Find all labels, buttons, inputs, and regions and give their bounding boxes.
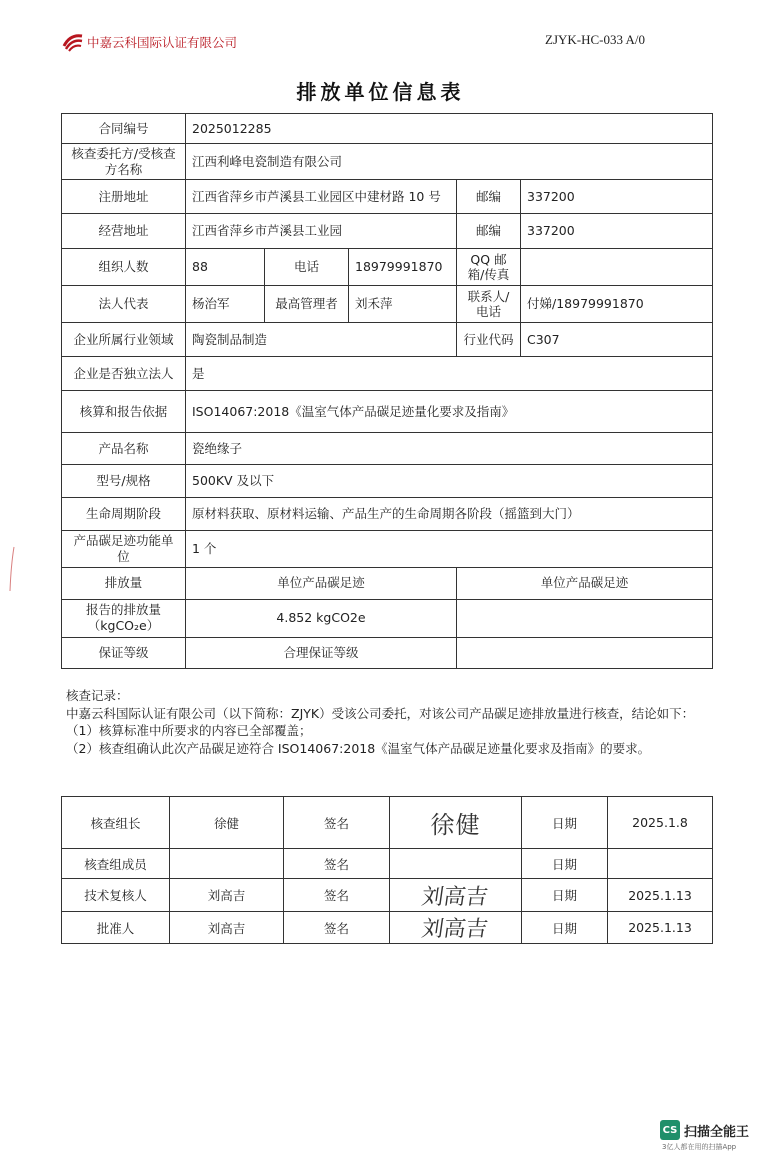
- signature: [390, 879, 522, 912]
- date-label: 日期: [522, 912, 608, 944]
- table-row: [62, 637, 713, 668]
- assurance-value: 合理保证等级: [186, 637, 457, 668]
- sign-label: 签名: [284, 879, 390, 912]
- reg-addr-label: 注册地址: [62, 180, 186, 214]
- role-cell: 批准人: [62, 912, 170, 944]
- table-row: [62, 912, 713, 944]
- name-cell: 徐健: [170, 797, 284, 849]
- legal-label: 法人代表: [62, 286, 186, 323]
- table-row: [62, 849, 713, 879]
- table-row: [62, 498, 713, 531]
- emission-col1-head: 单位产品碳足迹: [186, 567, 457, 599]
- reported-value: 4.852 kgCO2e: [186, 599, 457, 637]
- contact-label: 联系人/电话: [457, 286, 521, 323]
- role-cell: 核查组长: [62, 797, 170, 849]
- sign-label: 签名: [284, 912, 390, 944]
- industry-code-value: C307: [521, 323, 713, 357]
- signature-text: 徐健: [430, 811, 481, 839]
- biz-postcode-label: 邮编: [457, 214, 521, 249]
- biz-addr-label: 经营地址: [62, 214, 186, 249]
- assurance-label: 保证等级: [62, 637, 186, 668]
- biz-addr-value: 江西省萍乡市芦溪县工业园: [186, 214, 457, 249]
- document-code: ZJYK-HC-033 A/0: [545, 32, 646, 47]
- reg-addr-value: 江西省萍乡市芦溪县工业园区中建材路 10 号: [186, 180, 457, 214]
- unit-label: 产品碳足迹功能单位: [62, 531, 186, 567]
- contract-no-label: 合同编号: [62, 114, 186, 144]
- reg-postcode-label: 邮编: [457, 180, 521, 214]
- unit-value: 1 个: [186, 531, 713, 567]
- reg-postcode-value: 337200: [521, 180, 713, 214]
- date-cell: 2025.1.13: [608, 912, 713, 944]
- role-cell: 技术复核人: [62, 879, 170, 912]
- biz-postcode-value: 337200: [521, 214, 713, 249]
- basis-value: ISO14067:2018《温室气体产品碳足迹量化要求及指南》: [186, 391, 713, 433]
- info-table: [61, 113, 713, 669]
- reported-label: 报告的排放量（kgCO₂e）: [62, 599, 186, 637]
- company-logo-icon: [62, 32, 84, 52]
- phone-label: 电话: [265, 249, 349, 286]
- product-value: 瓷绝缘子: [186, 433, 713, 465]
- staff-label: 组织人数: [62, 249, 186, 286]
- table-row: [62, 879, 713, 912]
- contact-value: 付娣/18979991870: [521, 286, 713, 323]
- lifecycle-label: 生命周期阶段: [62, 498, 186, 531]
- table-row: [62, 391, 713, 433]
- signoff-table: [61, 796, 713, 944]
- watermark-subtitle: 3亿人都在用的扫描App: [662, 1143, 737, 1151]
- camscanner-icon: CS: [660, 1120, 680, 1140]
- watermark-title: 扫描全能王: [684, 1124, 750, 1140]
- qq-label: QQ 邮箱/传真: [457, 249, 521, 286]
- date-cell: 2025.1.13: [608, 879, 713, 912]
- date-label: 日期: [522, 797, 608, 849]
- table-row: [62, 797, 713, 849]
- table-row: [62, 599, 713, 637]
- table-row: [62, 357, 713, 391]
- industry-value: 陶瓷制品制造: [186, 323, 457, 357]
- table-row: [62, 465, 713, 498]
- client-value: 江西利峰电瓷制造有限公司: [186, 144, 713, 180]
- role-cell: 核查组成员: [62, 849, 170, 879]
- margin-mark-icon: [8, 545, 18, 593]
- staff-value: 88: [186, 249, 265, 286]
- notes-line-2: （1）核算标准中所要求的内容已全部覆盖；: [66, 723, 312, 738]
- emission-label: 排放量: [62, 567, 186, 599]
- page-title: 排放单位信息表: [296, 80, 465, 104]
- client-label: 核查委托方/受核查方名称: [62, 144, 186, 180]
- emission-col2-head: 单位产品碳足迹: [457, 567, 713, 599]
- sign-label: 签名: [284, 797, 390, 849]
- product-label: 产品名称: [62, 433, 186, 465]
- sign-label: 签名: [284, 849, 390, 879]
- table-row: [62, 433, 713, 465]
- table-row: [62, 144, 713, 180]
- notes-line-3: （2）核查组确认此次产品碳足迹符合 ISO14067:2018《温室气体产品碳足迹量化要求及指南》的要求。: [66, 740, 651, 756]
- contract-no-value: 2025012285: [186, 114, 713, 144]
- table-row: [62, 180, 713, 214]
- signature-text: 刘高吉: [420, 917, 490, 942]
- notes-heading: 核查记录：: [66, 688, 129, 703]
- company-name: 中嘉云科国际认证有限公司: [87, 35, 238, 50]
- table-row: [62, 286, 713, 323]
- table-row: [62, 114, 713, 144]
- signature-text: 刘高吉: [420, 884, 490, 910]
- qq-value: [521, 249, 713, 286]
- table-row: [62, 214, 713, 249]
- assurance-value-2: [457, 637, 713, 668]
- legal-value: 杨治军: [186, 286, 265, 323]
- manager-value: 刘禾萍: [349, 286, 457, 323]
- table-row: [62, 567, 713, 599]
- date-label: 日期: [522, 849, 608, 879]
- table-row: [62, 323, 713, 357]
- scanner-watermark: [660, 1120, 749, 1140]
- independent-value: 是: [186, 357, 713, 391]
- independent-label: 企业是否独立法人: [62, 357, 186, 391]
- industry-code-label: 行业代码: [457, 323, 521, 357]
- date-cell: [608, 849, 713, 879]
- model-label: 型号/规格: [62, 465, 186, 498]
- name-cell: 刘高吉: [170, 879, 284, 912]
- manager-label: 最高管理者: [265, 286, 349, 323]
- lifecycle-value: 原材料获取、原材料运输、产品生产的生命周期各阶段（摇篮到大门）: [186, 498, 713, 531]
- date-cell: 2025.1.8: [608, 797, 713, 849]
- table-row: [62, 531, 713, 567]
- verification-notes: [66, 687, 716, 757]
- signature: [390, 912, 522, 944]
- company-header: [62, 32, 237, 52]
- notes-line-1: 中嘉云科国际认证有限公司（以下简称：ZJYK）受该公司委托，对该公司产品碳足迹排放量进行核查，结论如下：: [66, 705, 695, 721]
- name-cell: 刘高吉: [170, 912, 284, 944]
- model-value: 500KV 及以下: [186, 465, 713, 498]
- industry-label: 企业所属行业领域: [62, 323, 186, 357]
- signature: [390, 797, 522, 849]
- reported-value-2: [457, 599, 713, 637]
- basis-label: 核算和报告依据: [62, 391, 186, 433]
- table-row: [62, 249, 713, 286]
- signature: [390, 849, 522, 879]
- name-cell: [170, 849, 284, 879]
- date-label: 日期: [522, 879, 608, 912]
- phone-value: 18979991870: [349, 249, 457, 286]
